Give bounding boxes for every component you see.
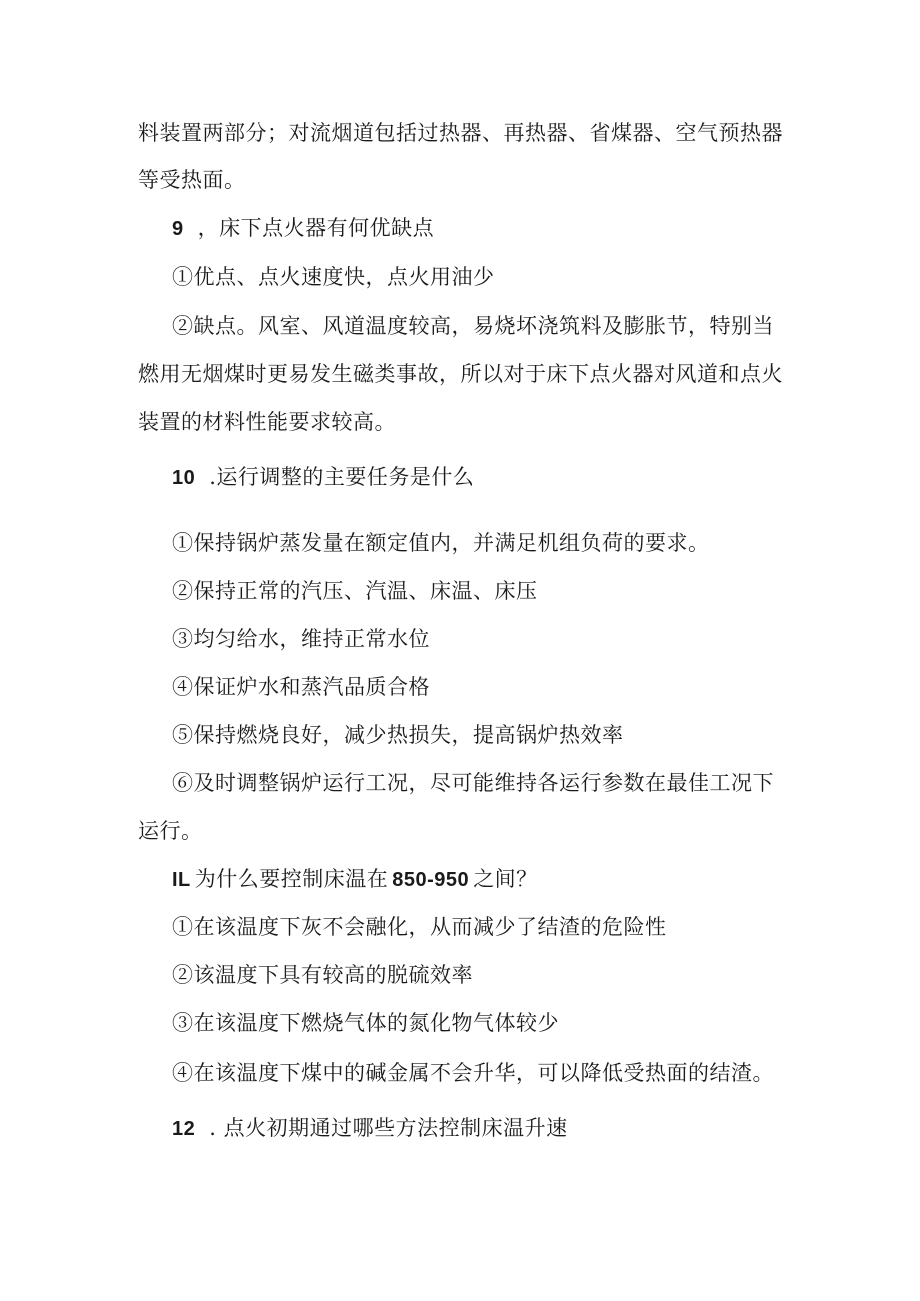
question-9-heading: [172, 214, 434, 243]
question-text: 为什么要控制床温在: [194, 867, 389, 891]
paragraph-line: 运行。: [138, 819, 203, 843]
answer-item: ③在该温度下燃烧气体的氮化物气体较少: [172, 1011, 559, 1035]
question-number: 10: [172, 467, 196, 489]
answer-item: ①在该温度下灰不会融化，从而减少了结渣的危险性: [172, 915, 667, 939]
answer-item: ⑤保持燃烧良好，减少热损失，提高锅炉热效率: [172, 723, 624, 747]
question-11-heading: [172, 865, 538, 894]
answer-item: ①保持锅炉蒸发量在额定值内，并满足机组负荷的要求。: [172, 531, 710, 555]
question-10-heading: [172, 463, 474, 492]
question-number: 9: [172, 218, 184, 240]
question-12-heading: [172, 1114, 568, 1143]
paragraph-line: 装置的材料性能要求较高。: [138, 410, 396, 434]
question-text: . 点火初期通过哪些方法控制床温升速: [209, 1116, 568, 1140]
paragraph-line: 料装置两部分；对流烟道包括过热器、再热器、省煤器、空气预热器: [138, 121, 783, 145]
question-text: ，床下点火器有何优缺点: [197, 216, 435, 240]
answer-item: ②该温度下具有较高的脱硫效率: [172, 963, 473, 987]
question-text: 之间？: [473, 867, 538, 891]
question-number: IL: [172, 869, 191, 891]
paragraph-line: 等受热面。: [138, 168, 246, 192]
question-number: 12: [172, 1118, 196, 1140]
answer-item: ④保证炉水和蒸汽品质合格: [172, 675, 430, 699]
temperature-range: 850-950: [392, 869, 470, 891]
answer-item: ③均匀给水，维持正常水位: [172, 627, 430, 651]
answer-item: ④在该温度下煤中的碱金属不会升华，可以降低受热面的结渣。: [172, 1061, 774, 1085]
answer-item: ②保持正常的汽压、汽温、床温、床压: [172, 579, 538, 603]
question-text: .运行调整的主要任务是什么: [209, 465, 475, 489]
answer-item: ②缺点。风室、风道温度较高，易烧坏浇筑料及膨胀节，特别当: [172, 314, 774, 338]
answer-item: ⑥及时调整锅炉运行工况，尽可能维持各运行参数在最佳工况下: [172, 771, 774, 795]
paragraph-line: 燃用无烟煤时更易发生磁类事故，所以对于床下点火器对风道和点火: [138, 362, 783, 386]
answer-item: ①优点、点火速度快，点火用油少: [172, 265, 495, 289]
